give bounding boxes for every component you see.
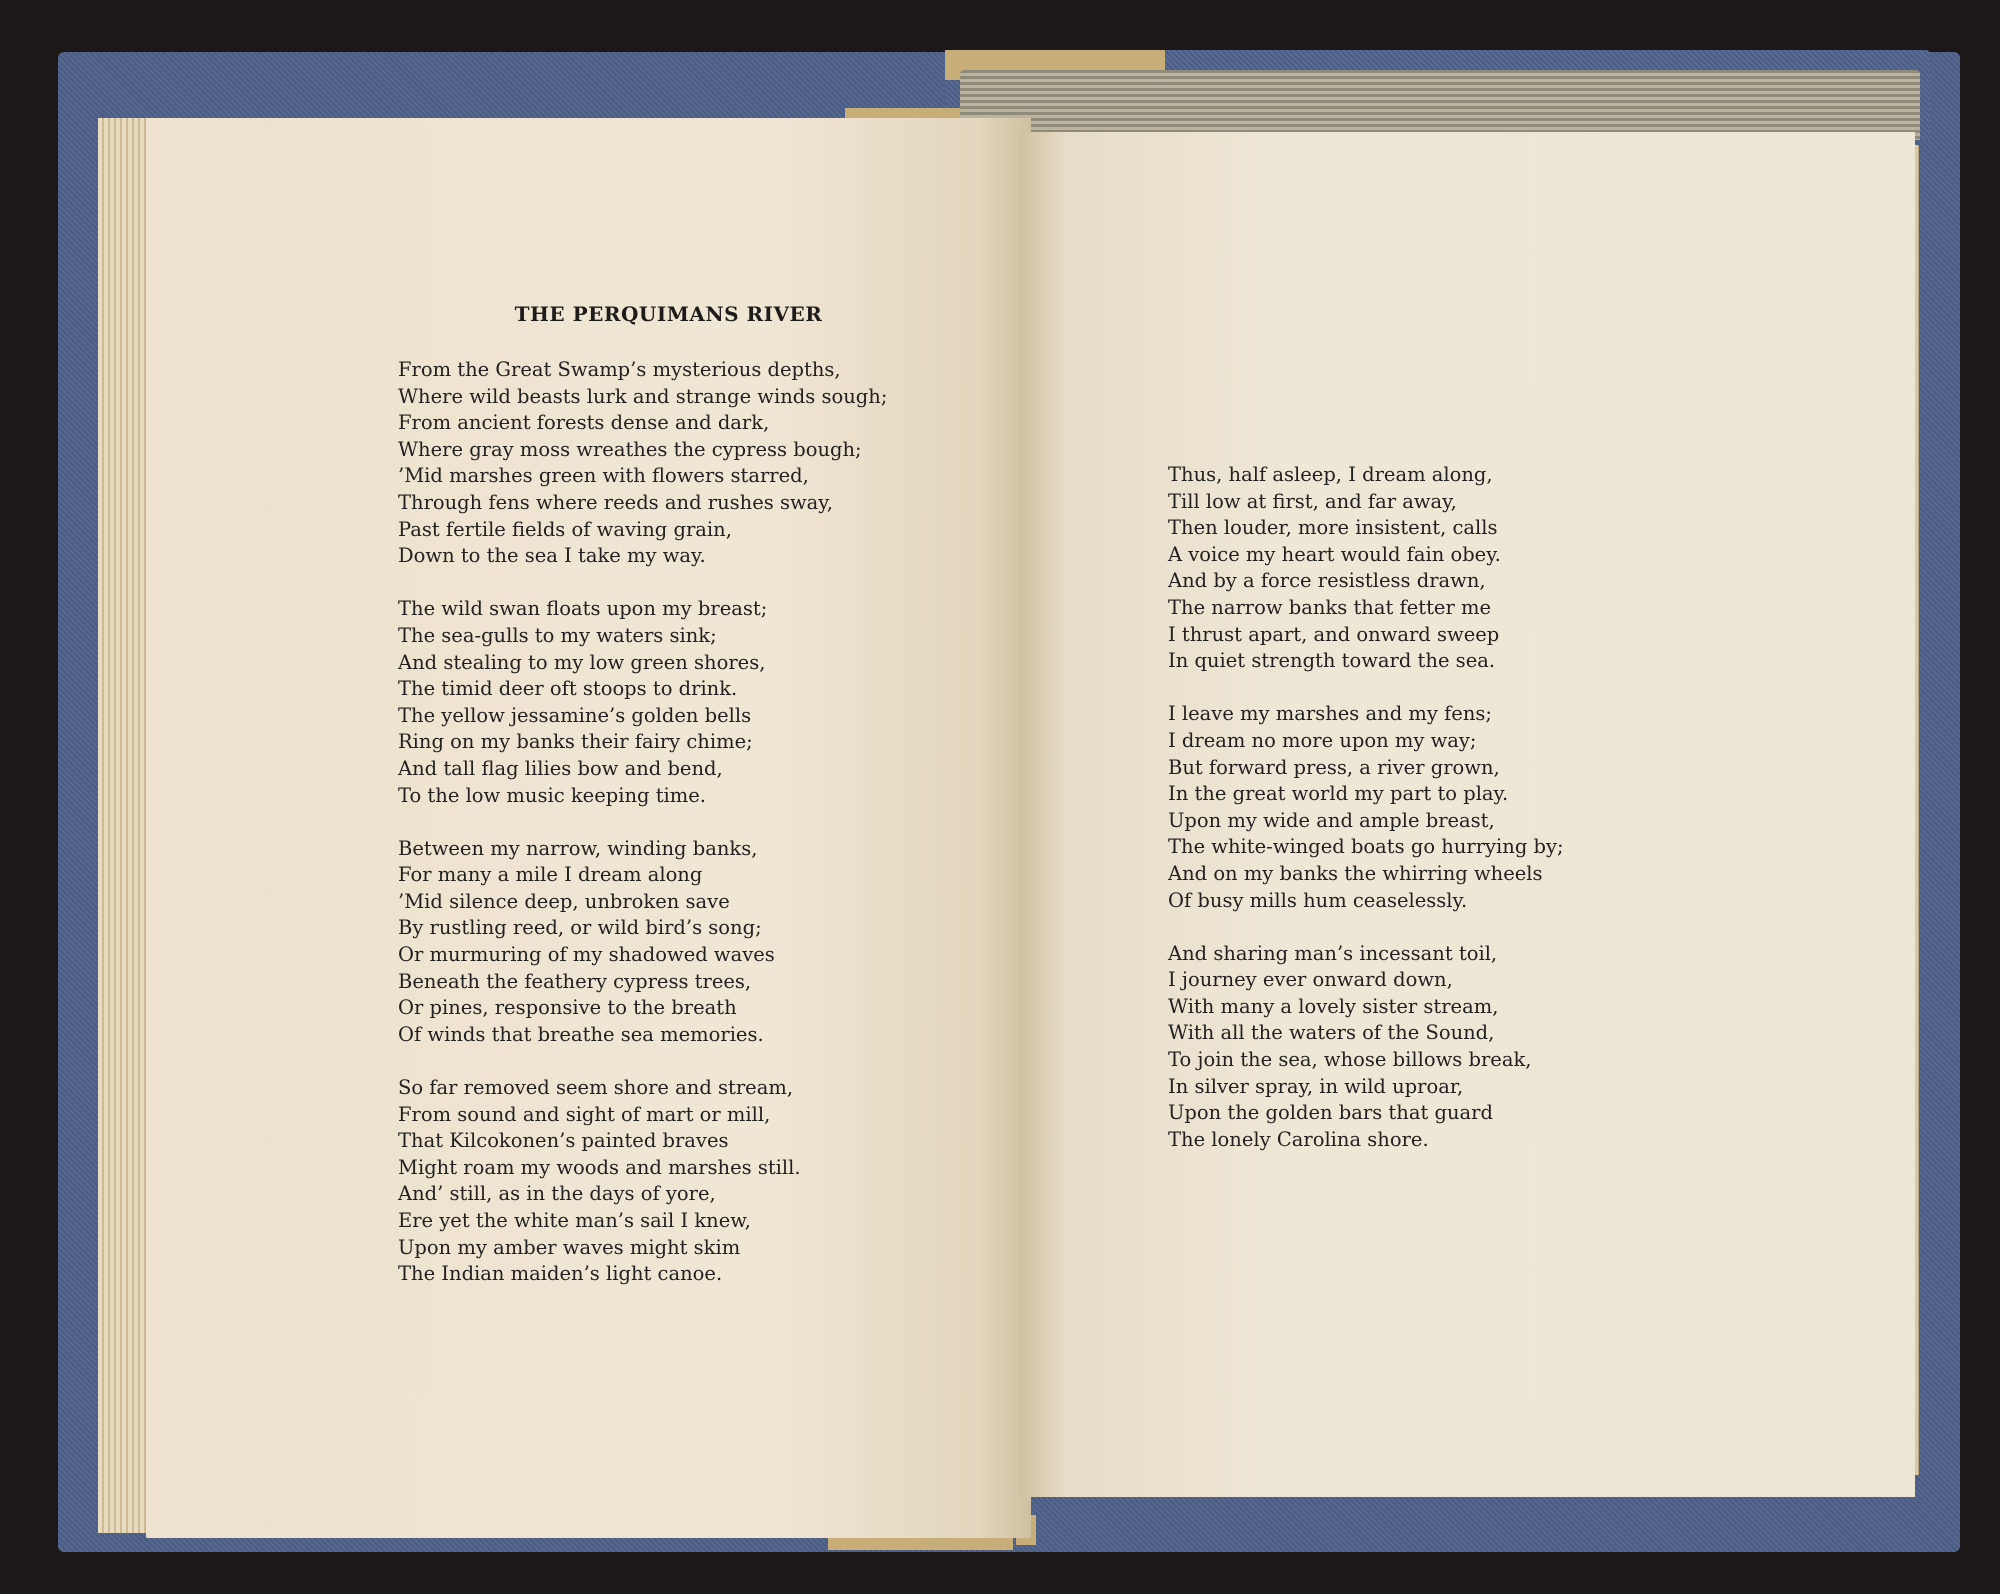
poem-line: Upon my amber waves might skim (398, 1235, 741, 1259)
poem-line: To the low music keeping time. (398, 783, 707, 807)
poem-line: Between my narrow, winding banks, (398, 836, 758, 860)
poem-line: In quiet strength toward the sea. (1168, 649, 1496, 673)
poem-line: The lonely Carolina shore. (1168, 1127, 1429, 1151)
poem-line: Or pines, responsive to the breath (398, 996, 737, 1020)
poem-line: Of busy mills hum ceaselessly. (1168, 888, 1468, 912)
poem-line: I leave my marshes and my fens; (1168, 702, 1492, 726)
poem-line: With all the waters of the Sound, (1168, 1021, 1495, 1045)
poem-line: I thrust apart, and onward sweep (1168, 622, 1500, 646)
poem-line: Then louder, more insistent, calls (1168, 516, 1498, 540)
poem-line: And sharing man’s incessant toil, (1168, 941, 1498, 965)
poem-line: To join the sea, whose billows break, (1168, 1048, 1532, 1072)
poem-line: The wild swan floats upon my breast; (398, 597, 768, 621)
stanza-gap (1168, 914, 1564, 941)
poem-line: Where gray moss wreathes the cypress bough; (398, 437, 862, 461)
poem-line: For many a mile I dream along (398, 863, 703, 887)
poem-line: I journey ever onward down, (1168, 968, 1453, 992)
poem-line: Of winds that breathe sea memories. (398, 1022, 764, 1046)
poem-line: By rustling reed, or wild bird’s song; (398, 916, 762, 940)
poem-line: And stealing to my low green shores, (398, 650, 766, 674)
stanza (398, 1075, 887, 1288)
poem-line: From the Great Swamp’s mysterious depths, (398, 358, 841, 381)
stanza (398, 357, 887, 570)
poem-line: The white-winged boats go hurrying by; (1168, 835, 1564, 859)
poem-line: From ancient forests dense and dark, (398, 411, 770, 435)
stanza-gap (398, 809, 887, 836)
page-edges-top (960, 70, 1920, 140)
poem-line: The yellow jessamine’s golden bells (398, 703, 752, 727)
poem-line: And by a force resistless drawn, (1168, 569, 1486, 593)
poem-line: Where wild beasts lurk and strange winds sough; (398, 384, 888, 408)
poem-line: Beneath the feathery cypress trees, (398, 969, 752, 993)
poem-line: I dream no more upon my way; (1168, 728, 1477, 752)
poem-line: Thus, half asleep, I dream along, (1168, 463, 1493, 486)
poem-line: And tall flag lilies bow and bend, (398, 756, 723, 780)
poem-line: The sea-gulls to my waters sink; (398, 623, 717, 647)
poem-line: Past fertile fields of waving grain, (398, 517, 732, 541)
poem-line: With many a lovely sister stream, (1168, 994, 1499, 1018)
poem-line: Down to the sea I take my way. (398, 544, 706, 568)
poem-line: ’Mid silence deep, unbroken save (398, 889, 730, 913)
poem-line: Upon the golden bars that guard (1168, 1101, 1493, 1125)
left-page-text (398, 357, 887, 1288)
poem-line: Ere yet the white man’s sail I knew, (398, 1209, 751, 1232)
poem-line: The Indian maiden’s light canoe. (398, 1262, 723, 1286)
stanza (1168, 701, 1564, 914)
poem-line: Through fens where reeds and rushes sway, (398, 490, 833, 514)
stanza-gap (398, 1048, 887, 1075)
poem-line: So far removed seem shore and stream, (398, 1076, 794, 1100)
poem-line: In the great world my part to play. (1168, 782, 1509, 806)
poem-line: Ring on my banks their fairy chime; (398, 730, 753, 754)
poem-title: THE PERQUIMANS RIVER (514, 302, 823, 326)
poem-line: A voice my heart would fain obey. (1168, 542, 1501, 566)
poem-line: That Kilcokonen’s painted braves (398, 1129, 729, 1153)
poem-line: From sound and sight of mart or mill, (398, 1102, 771, 1126)
stanza (1168, 941, 1564, 1154)
poem-line: But forward press, a river grown, (1168, 755, 1500, 779)
stanza (398, 596, 887, 809)
poem-line: In silver spray, in wild uproar, (1168, 1074, 1464, 1098)
poem-line: Upon my wide and ample breast, (1168, 808, 1495, 832)
stanza (1168, 462, 1564, 675)
page-stack-left (98, 118, 148, 1533)
poem-line: The timid deer oft stoops to drink. (398, 677, 738, 701)
poem-line: And on my banks the whirring wheels (1168, 861, 1543, 885)
stanza-gap (398, 570, 887, 597)
poem-line: Might roam my woods and marshes still. (398, 1155, 801, 1179)
poem-line: The narrow banks that fetter me (1168, 595, 1492, 619)
poem-line: ’Mid marshes green with flowers starred, (398, 464, 809, 488)
stanza-gap (1168, 675, 1564, 702)
stanza (398, 836, 887, 1049)
poem-line: Till low at first, and far away, (1168, 489, 1457, 513)
poem-line: Or murmuring of my shadowed waves (398, 943, 775, 967)
right-page-text (1168, 462, 1564, 1153)
poem-line: And’ still, as in the days of yore, (398, 1182, 716, 1206)
